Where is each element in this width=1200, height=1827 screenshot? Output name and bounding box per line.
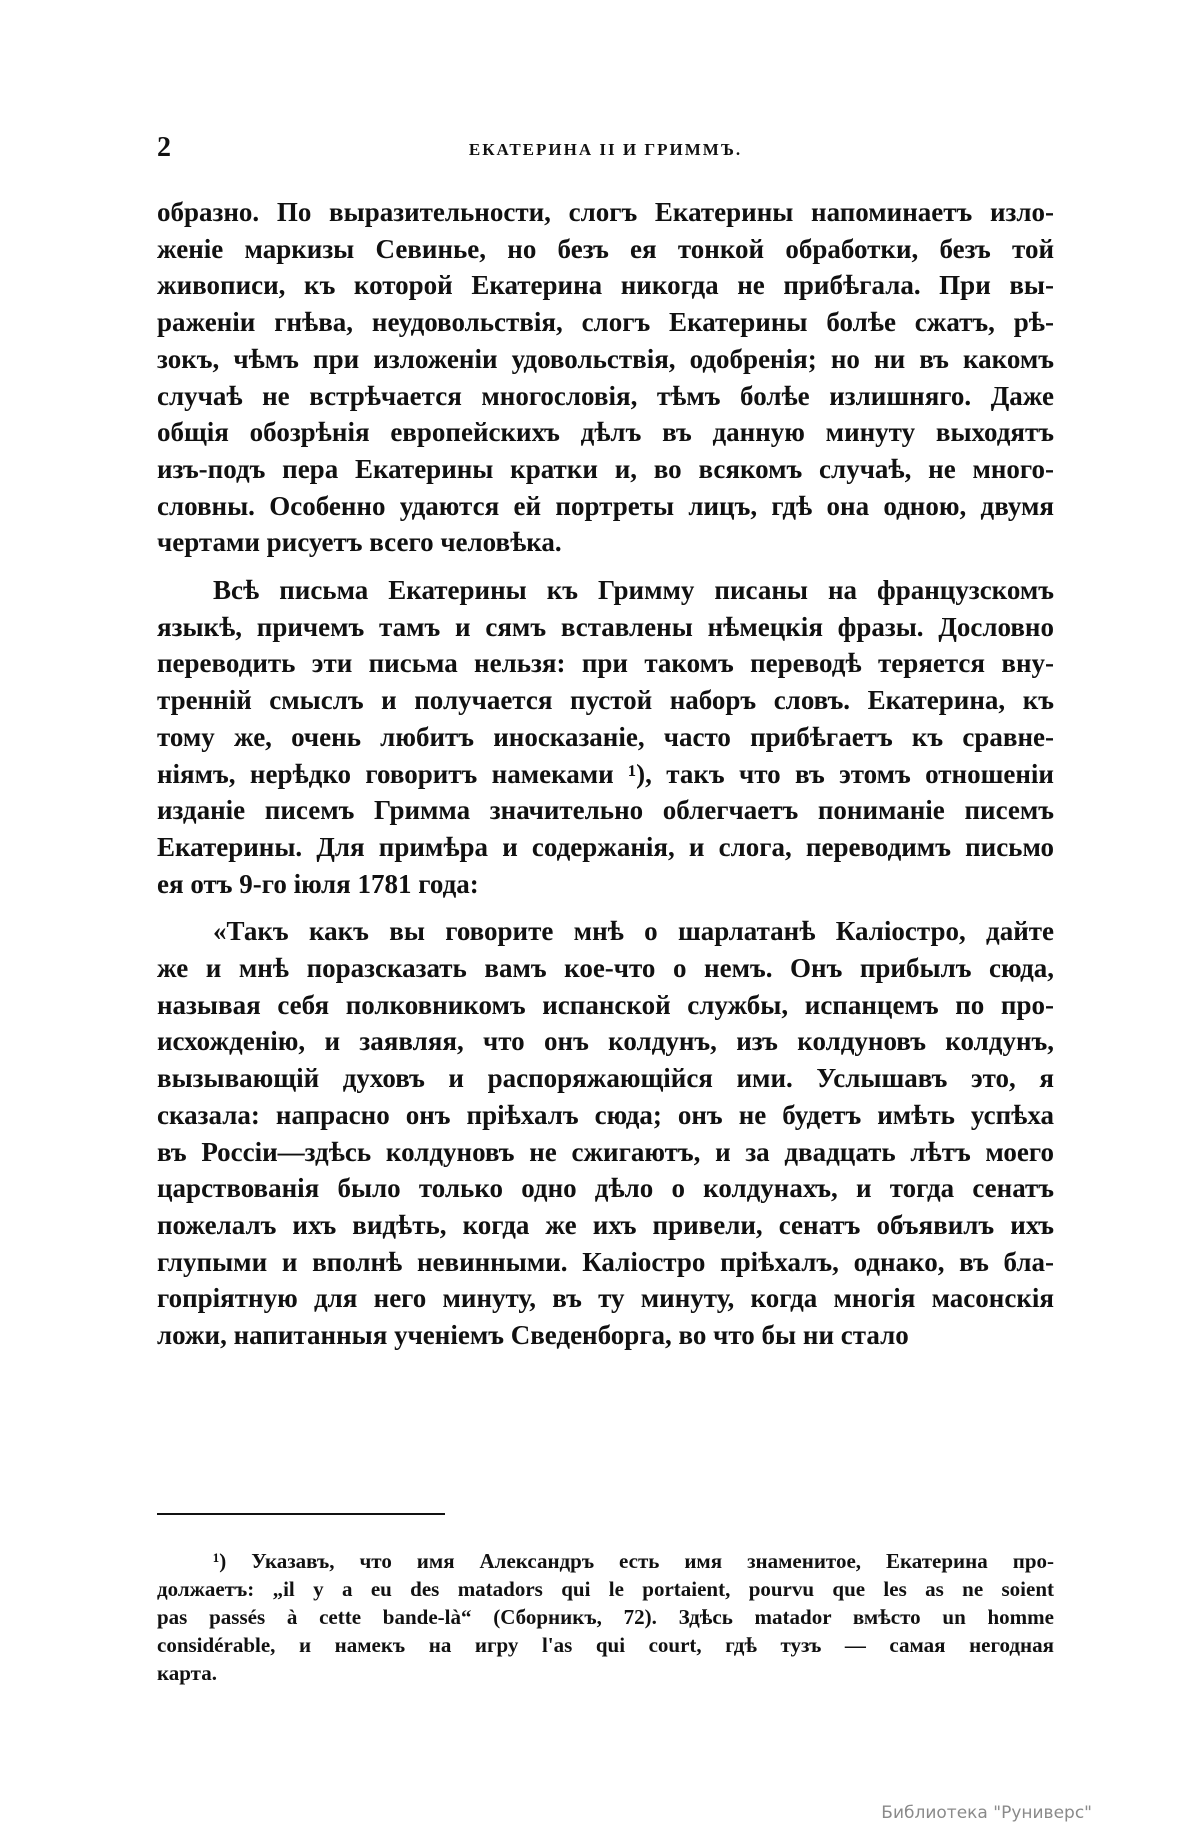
text-line: раженіи гнѣва, неудовольствія, слогъ Екатерины болѣе сжатъ, рѣ-: [157, 307, 1054, 338]
running-title: ЕКАТЕРИНА II И ГРИММЪ.: [468, 140, 743, 159]
body-text: [157, 194, 1054, 1365]
text-line: гопріятную для него минуту, въ ту минуту, когда многія масонскія: [157, 1283, 1054, 1314]
text-line: образно. По выразительности, слогъ Екатерины напоминаетъ изло-: [157, 197, 1054, 227]
running-header: [157, 132, 1054, 166]
text-line: ніямъ, нерѣдко говоритъ намеками ¹), такъ что въ этомъ отношеніи: [157, 758, 1054, 789]
text-line: переводить эти письма нельзя: при такомъ переводѣ теряется вну-: [157, 648, 1054, 679]
text-line: зокъ, чѣмъ при изложеніи удовольствія, одобренія; но ни въ какомъ: [157, 343, 1054, 374]
text-line: ложи, напитанныя ученіемъ Сведенборга, во что бы ни стало: [157, 1320, 909, 1351]
text-line: изданіе писемъ Гримма значительно облегчаетъ пониманіе писемъ: [157, 795, 1054, 826]
text-line: же и мнѣ поразсказать вамъ кое-что о немъ. Онъ прибылъ сюда,: [157, 953, 1054, 984]
footnote: [157, 1547, 1054, 1687]
paragraph: [157, 913, 1054, 1353]
footnote-line: карта.: [157, 1661, 218, 1685]
text-line: общія обозрѣнія европейскихъ дѣлъ въ данную минуту выходятъ: [157, 417, 1054, 448]
text-line: языкѣ, причемъ тамъ и сямъ вставлены нѣмецкія фразы. Дословно: [157, 611, 1054, 642]
paragraph: [157, 194, 1054, 561]
footnote-line: considérable, и намекъ на игру l'as qui court, гдѣ тузъ — самая негодная: [157, 1633, 1054, 1657]
text-line: сказала: напрасно онъ пріѣхалъ сюда; онъ не будетъ имѣть успѣха: [157, 1099, 1054, 1130]
text-line: словны. Особенно удаются ей портреты лицъ, гдѣ она одною, двумя: [157, 490, 1054, 521]
text-line: живописи, къ которой Екатерина никогда не прибѣгала. При вы-: [157, 270, 1054, 301]
text-line: ея отъ 9-го іюля 1781 года:: [157, 868, 479, 899]
text-line: «Такъ какъ вы говорите мнѣ о шарлатанѣ Каліостро, дайте: [213, 916, 1054, 947]
footnote-line: ¹) Указавъ, что имя Александръ есть имя знаменитое, Екатерина про-: [213, 1549, 1054, 1573]
footnote-separator: [157, 1513, 445, 1515]
text-line: Екатерины. Для примѣра и содержанія, и слога, переводимъ письмо: [157, 831, 1054, 862]
text-line: чертами рисуетъ всего человѣка.: [157, 527, 562, 558]
text-line: исхожденію, и заявляя, что онъ колдунъ, изъ колдуновъ колдунъ,: [157, 1026, 1054, 1057]
watermark: Библиотека "Руниверс": [881, 1803, 1092, 1823]
text-line: случаѣ не встрѣчается многословія, тѣмъ болѣе излишняго. Даже: [157, 380, 1054, 411]
text-line: тренній смыслъ и получается пустой наборъ словъ. Екатерина, къ: [157, 685, 1054, 716]
text-line: царствованія было только одно дѣло о колдунахъ, и тогда сенатъ: [157, 1173, 1054, 1204]
text-line: пожелалъ ихъ видѣть, когда же ихъ привели, сенатъ объявилъ ихъ: [157, 1209, 1054, 1240]
text-line: въ Россіи—здѣсь колдуновъ не сжигаютъ, и за двадцать лѣтъ моего: [157, 1136, 1054, 1167]
page-number: 2: [157, 132, 171, 163]
footnote-line: должаетъ: „il y a eu des matadors qui le portaient, pourvu que les as ne soient: [157, 1577, 1054, 1601]
text-line: глупыми и вполнѣ невинными. Каліостро пріѣхалъ, однако, въ бла-: [157, 1246, 1054, 1277]
text-line: Всѣ письма Екатерины къ Гримму писаны на французскомъ: [213, 575, 1054, 606]
text-line: изъ-подъ пера Екатерины кратки и, во всякомъ случаѣ, не много-: [157, 453, 1054, 484]
text-line: называя себя полковникомъ испанской службы, испанцемъ по про-: [157, 989, 1054, 1020]
text-line: женіе маркизы Севинье, но безъ ея тонкой обработки, безъ той: [157, 233, 1054, 264]
footnote-line: pas passés à cette bande-là“ (Сборникъ, 72). Здѣсь matador вмѣсто un homme: [157, 1605, 1054, 1629]
paragraph: [157, 572, 1054, 902]
text-line: вызывающій духовъ и распоряжающійся ими. Услышавъ это, я: [157, 1063, 1054, 1094]
text-line: тому же, очень любитъ иносказаніе, часто прибѣгаетъ къ сравне-: [157, 721, 1054, 752]
